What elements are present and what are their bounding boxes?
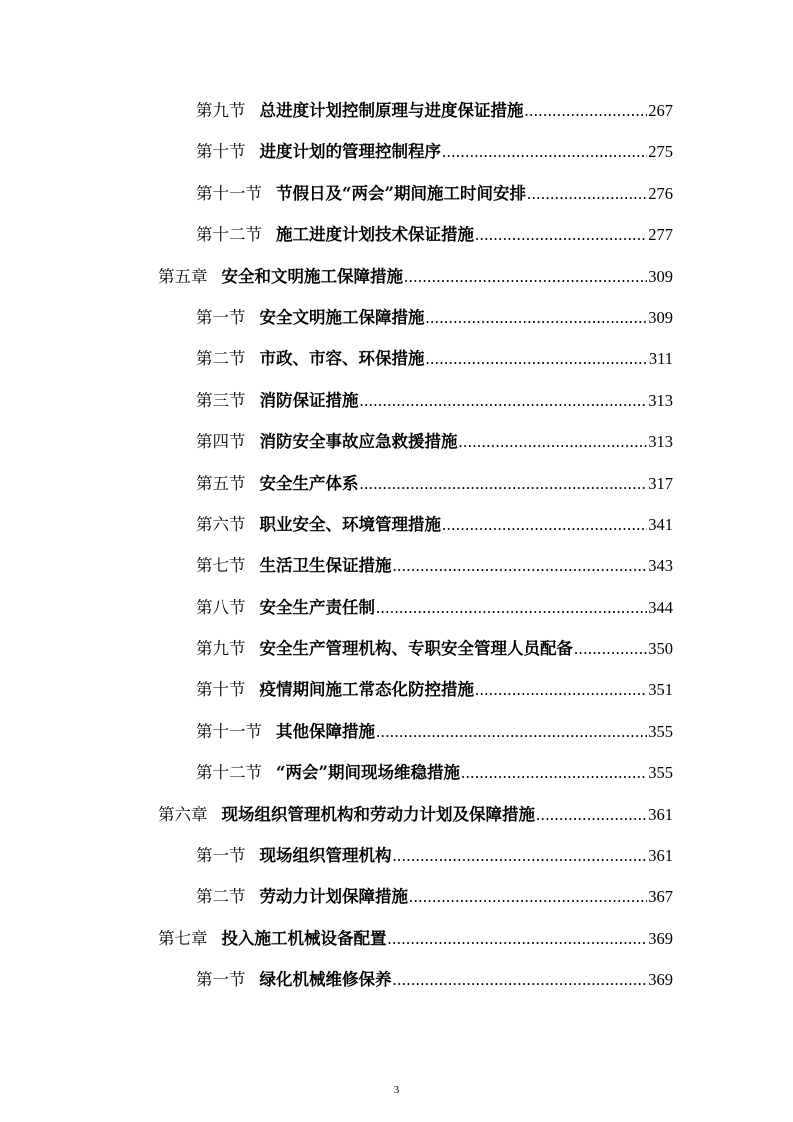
toc-entry-page: 277 — [648, 225, 673, 245]
toc-entry-section[interactable] — [0, 876, 673, 917]
toc-dot-leader — [409, 876, 647, 917]
toc-entry-number: 第十二节 — [196, 225, 262, 245]
toc-entry-title: 安全和文明施工保障措施 — [221, 266, 403, 286]
toc-entry-chapter[interactable] — [0, 256, 673, 297]
toc-entry-title: 绿化机械维修保养 — [259, 970, 392, 990]
toc-entry-title: 现场组织管理机构和劳动力计划及保障措施 — [221, 804, 535, 824]
toc-entry-section[interactable] — [0, 338, 673, 379]
toc-entry-number: 第五章 — [158, 266, 208, 286]
toc-entry-page: 361 — [648, 804, 673, 824]
toc-entry-number: 第六节 — [196, 514, 246, 534]
toc-entry-section[interactable] — [0, 545, 673, 586]
toc-entry-page: 351 — [648, 680, 673, 700]
toc-entry-title: 市政、市容、环保措施 — [259, 349, 425, 369]
toc-entry-number: 第一节 — [196, 307, 246, 327]
toc-dot-leader — [525, 90, 648, 131]
toc-entry-chapter[interactable] — [0, 794, 673, 835]
toc-entry-page: 317 — [648, 473, 673, 493]
toc-entry-number: 第八节 — [196, 597, 246, 617]
toc-entry-page: 369 — [648, 928, 673, 948]
toc-entry-title: 生活卫生保证措施 — [259, 556, 392, 576]
toc-dot-leader — [475, 669, 647, 710]
toc-entry-title: 进度计划的管理控制程序 — [259, 142, 441, 162]
toc-entry-section[interactable] — [0, 669, 673, 710]
toc-entry-section[interactable] — [0, 711, 673, 752]
toc-entry-number: 第十节 — [196, 142, 246, 162]
toc-dot-leader — [376, 587, 647, 628]
toc-dot-leader — [393, 959, 648, 1000]
toc-entry-page: 309 — [648, 266, 673, 286]
toc-entry-section[interactable] — [0, 297, 673, 338]
toc-dot-leader — [388, 918, 648, 959]
toc-entry-number: 第二节 — [196, 887, 246, 907]
toc-dot-leader — [360, 463, 648, 504]
toc-entry-section[interactable] — [0, 587, 673, 628]
toc-entry-number: 第十一节 — [196, 721, 262, 741]
toc-entry-page: 275 — [648, 142, 673, 162]
toc-dot-leader — [574, 628, 647, 669]
toc-entry-page: 276 — [648, 183, 673, 203]
toc-entry-number: 第七章 — [158, 928, 208, 948]
toc-entry-section[interactable] — [0, 628, 673, 669]
toc-entry-title: 其他保障措施 — [276, 721, 375, 741]
toc-entry-page: 367 — [648, 887, 673, 907]
toc-entry-number: 第二节 — [196, 349, 246, 369]
toc-entry-section[interactable] — [0, 421, 673, 462]
toc-entry-section[interactable] — [0, 214, 673, 255]
toc-dot-leader — [461, 752, 647, 793]
toc-entry-title: 投入施工机械设备配置 — [221, 928, 387, 948]
toc-entry-number: 第一节 — [196, 846, 246, 866]
toc-entry-title: 消防保证措施 — [259, 390, 359, 410]
toc-entry-title: 职业安全、环境管理措施 — [259, 514, 441, 534]
toc-entry-title: 安全生产体系 — [259, 473, 359, 493]
toc-entry-number: 第九节 — [196, 639, 246, 659]
toc-entry-number: 第十二节 — [196, 763, 262, 783]
toc-entry-page: 344 — [648, 597, 673, 617]
toc-entry-number: 第三节 — [196, 390, 246, 410]
toc-dot-leader — [459, 421, 648, 462]
toc-dot-leader — [536, 794, 647, 835]
toc-entry-title: 劳动力计划保障措施 — [259, 887, 408, 907]
toc-dot-leader — [393, 545, 648, 586]
toc-entry-number: 第六章 — [158, 804, 208, 824]
toc-dot-leader — [376, 711, 647, 752]
table-of-contents — [0, 90, 793, 1001]
toc-entry-title: 安全生产责任制 — [259, 597, 375, 617]
toc-entry-page: 267 — [648, 101, 673, 120]
toc-entry-number: 第七节 — [196, 556, 246, 576]
toc-dot-leader — [442, 131, 647, 172]
toc-dot-leader — [404, 256, 647, 297]
toc-entry-section[interactable] — [0, 463, 673, 504]
toc-dot-leader — [475, 214, 647, 255]
toc-entry-section[interactable] — [0, 380, 673, 421]
toc-entry-number: 第一节 — [196, 970, 246, 990]
toc-entry-number: 第十一节 — [196, 183, 262, 203]
toc-entry-title: 安全文明施工保障措施 — [259, 307, 425, 327]
toc-entry-section[interactable] — [0, 173, 673, 214]
toc-entry-title: 疫情期间施工常态化防控措施 — [259, 680, 474, 700]
toc-entry-page: 341 — [648, 514, 673, 534]
toc-entry-title: 节假日及“两会”期间施工时间安排 — [276, 183, 526, 203]
toc-dot-leader — [442, 504, 647, 545]
toc-entry-section[interactable] — [0, 131, 673, 172]
toc-entry-section[interactable] — [0, 835, 673, 876]
toc-dot-leader — [360, 380, 648, 421]
page-number: 3 — [393, 1084, 400, 1096]
toc-entry-chapter[interactable] — [0, 918, 673, 959]
toc-entry-title: 总进度计划控制原理与进度保证措施 — [259, 101, 524, 120]
toc-entry-title: 现场组织管理机构 — [259, 846, 392, 866]
toc-entry-section[interactable] — [0, 959, 673, 1000]
toc-entry-section[interactable] — [0, 504, 673, 545]
toc-dot-leader — [426, 297, 648, 338]
toc-entry-number: 第十节 — [196, 680, 246, 700]
toc-entry-page: 313 — [648, 390, 673, 410]
toc-entry-title: “两会”期间现场维稳措施 — [276, 763, 460, 783]
toc-entry-title: 安全生产管理机构、专职安全管理人员配备 — [259, 639, 573, 659]
toc-entry-section[interactable] — [0, 752, 673, 793]
toc-entry-page: 369 — [648, 970, 673, 990]
toc-entry-page: 309 — [648, 307, 673, 327]
toc-entry-title: 施工进度计划技术保证措施 — [276, 225, 474, 245]
toc-dot-leader — [527, 173, 647, 214]
toc-entry-page: 355 — [648, 763, 673, 783]
toc-entry-page: 350 — [648, 639, 673, 659]
toc-entry-number: 第九节 — [196, 101, 246, 120]
toc-entry-page: 311 — [648, 349, 673, 369]
toc-entry-title: 消防安全事故应急救援措施 — [259, 432, 458, 452]
toc-entry-number: 第五节 — [196, 473, 246, 493]
toc-dot-leader — [393, 835, 648, 876]
toc-entry-page: 343 — [648, 556, 673, 576]
toc-dot-leader — [426, 338, 648, 379]
toc-entry-page: 313 — [648, 432, 673, 452]
toc-entry-number: 第四节 — [196, 432, 246, 452]
toc-entry-page: 355 — [648, 721, 673, 741]
toc-entry-section[interactable] — [0, 90, 673, 131]
toc-entry-page: 361 — [648, 846, 673, 866]
